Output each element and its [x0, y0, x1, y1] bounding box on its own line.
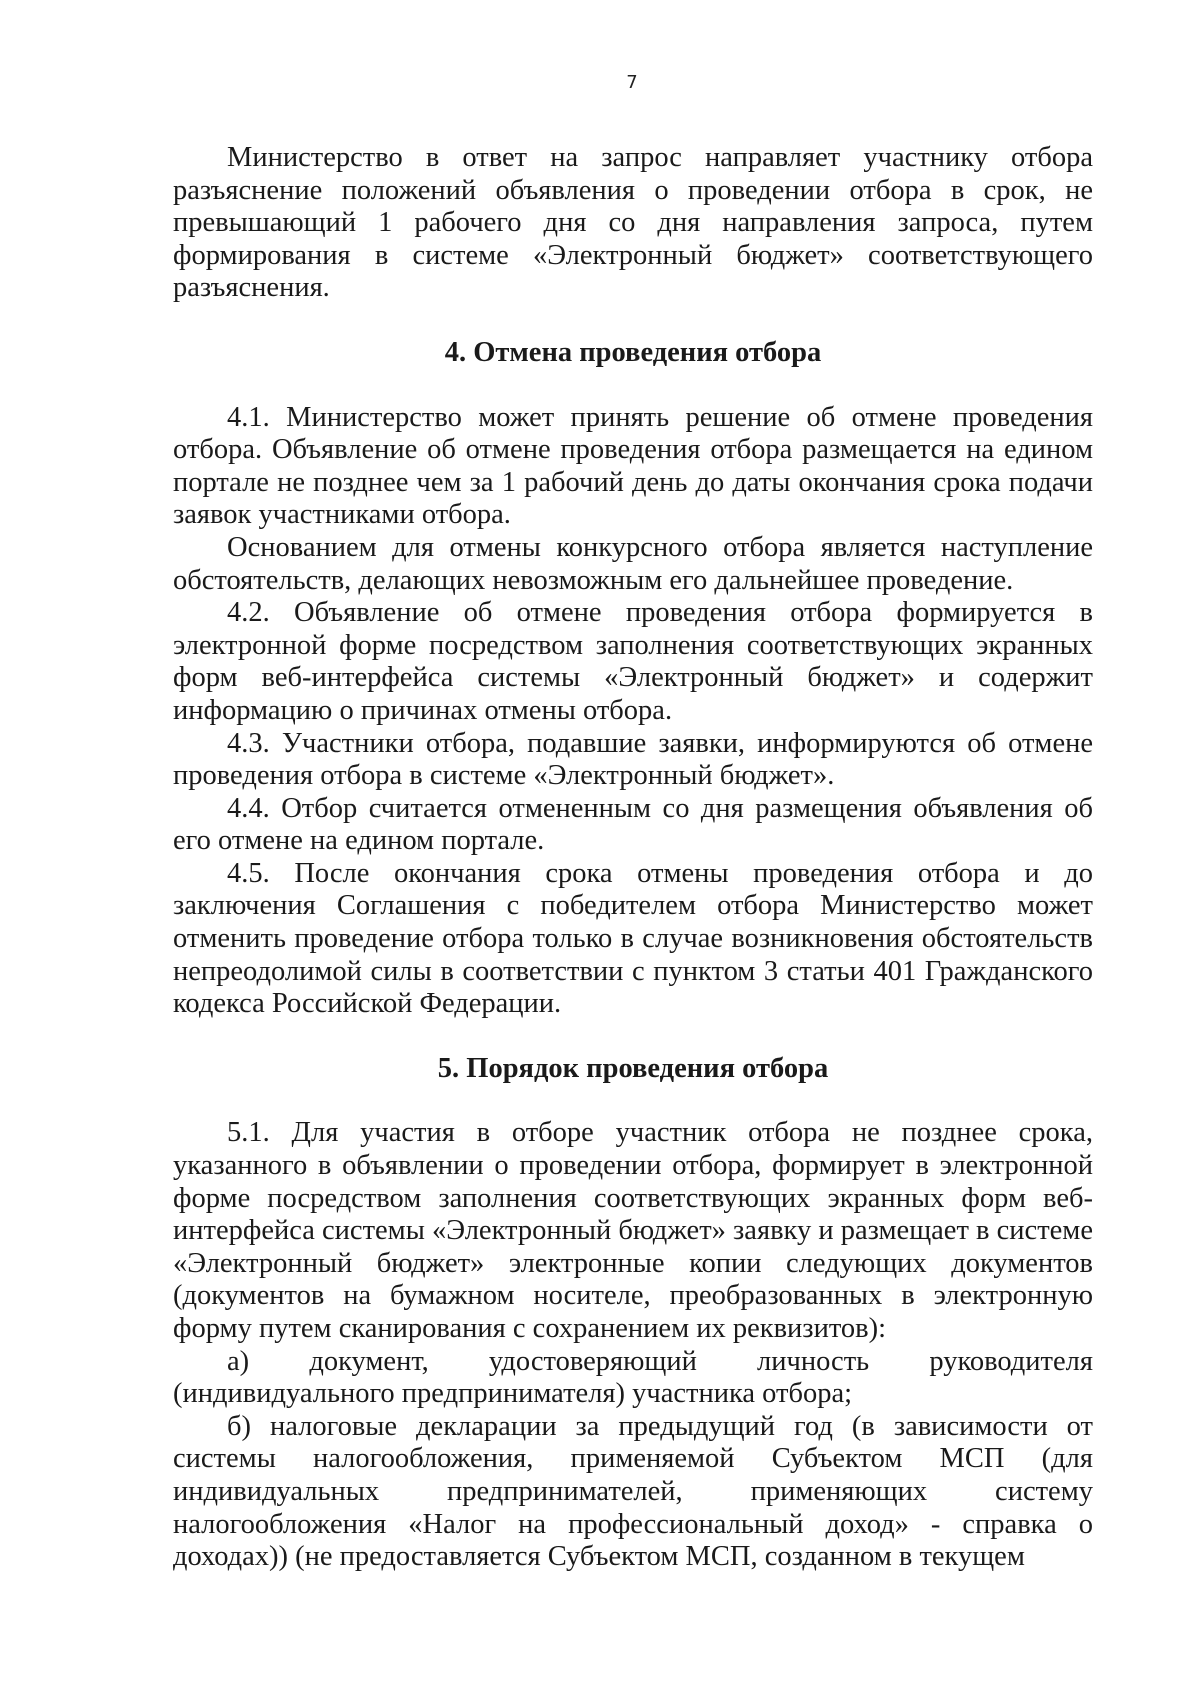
paragraph-cancellation-grounds: Основанием для отмены конкурсного отбора является наступление обстоятельств, делающих невозможным его дальнейшее проведение.	[173, 531, 1093, 596]
list-item-b: б) налоговые декларации за предыдущий год (в зависимости от системы налогообложения, применяемой Субъектом МСП (для индивидуальных предпринимателей, применяющих систему налогообложения «Налог на профессиональный доход» - справка о доходах)) (не предоставляется Субъектом МСП, созданном в текущем	[173, 1410, 1093, 1573]
paragraph-4-5: 4.5. После окончания срока отмены проведения отбора и до заключения Соглашения с победителем отбора Министерство может отменить проведение отбора только в случае возникновения обстоятельств непреодолимой силы в соответствии с пунктом 3 статьи 401 Гражданского кодекса Российской Федерации.	[173, 857, 1093, 1020]
section-heading-4: 4. Отмена проведения отбора	[444, 336, 822, 368]
paragraph-4-4: 4.4. Отбор считается отмененным со дня размещения объявления об его отмене на едином портале.	[173, 792, 1093, 857]
paragraph-4-2: 4.2. Объявление об отмене проведения отбора формируется в электронной форме посредством заполнения соответствующих экранных форм веб-интерфейса системы «Электронный бюджет» и содержит информацию о причинах отмены отбора.	[173, 597, 1093, 726]
document-body	[173, 142, 1093, 1574]
paragraph-clarification: Министерство в ответ на запрос направляет участнику отбора разъяснение положений объявления о проведении отбора в срок, не превышающий 1 рабочего дня со дня направления запроса, путем формирования в системе «Электронный бюджет» соответствующего разъяснения.	[173, 142, 1093, 304]
list-item-a: а) документ, удостоверяющий личность руководителя (индивидуального предпринимателя) участника отбора;	[173, 1345, 1093, 1410]
page-number: 7	[626, 72, 638, 93]
paragraph-4-1: 4.1. Министерство может принять решение об отмене проведения отбора. Объявление об отмене проведения отбора размещается на едином портале не позднее чем за 1 рабочий день до даты окончания срока подачи заявок участниками отбора.	[173, 401, 1093, 531]
paragraph-4-3: 4.3. Участники отбора, подавшие заявки, информируются об отмене проведения отбора в системе «Электронный бюджет».	[173, 727, 1093, 792]
paragraph-5-1: 5.1. Для участия в отборе участник отбора не позднее срока, указанного в объявлении о проведении отбора, формирует в электронной форме посредством заполнения соответствующих экранных форм веб-интерфейса системы «Электронный бюджет» заявку и размещает в системе «Электронный бюджет» электронные копии следующих документов (документов на бумажном носителе, преобразованных в электронную форму путем сканирования с сохранением их реквизитов):	[173, 1117, 1093, 1344]
section-heading-5: 5. Порядок проведения отбора	[437, 1052, 829, 1084]
